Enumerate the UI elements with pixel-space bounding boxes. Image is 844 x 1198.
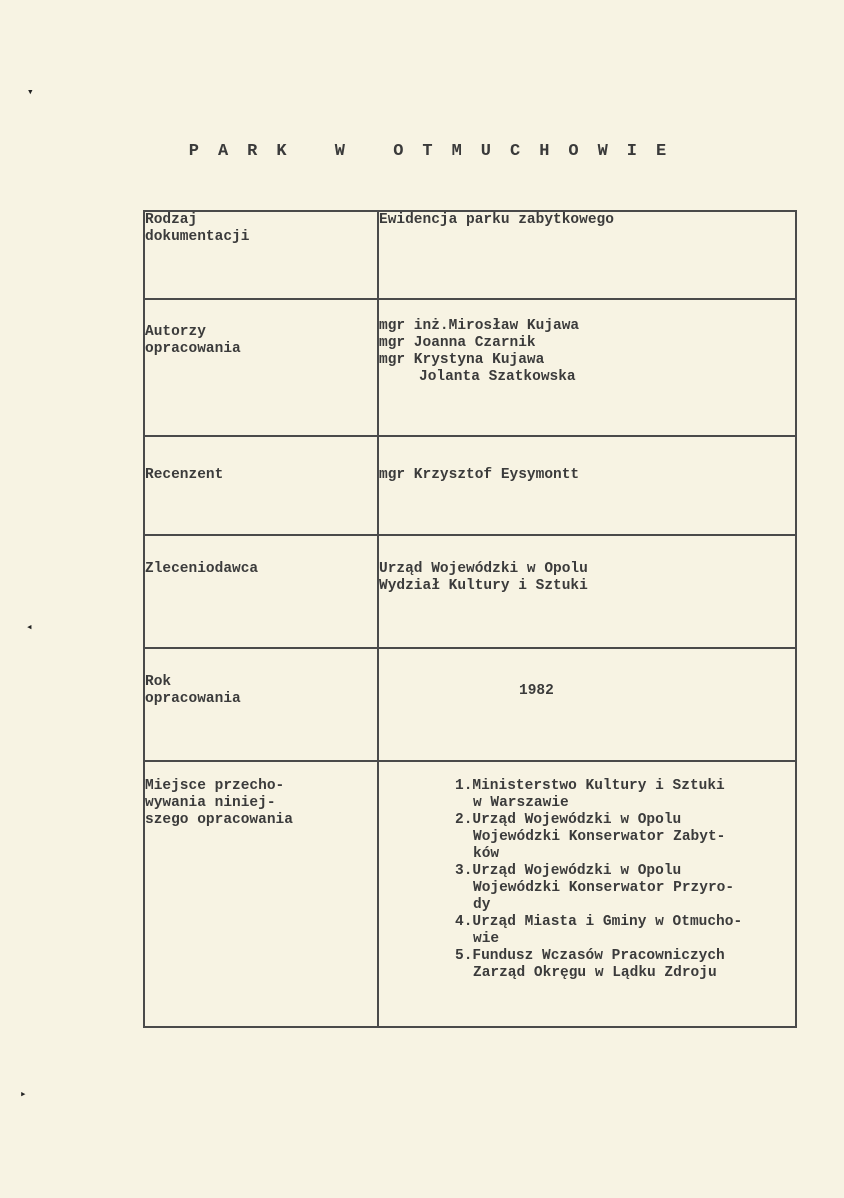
page-title: PARK W OTMUCHOWIE (188, 142, 686, 161)
row-label: Miejsce przecho- wywania niniej- szego opracowania (144, 761, 378, 1027)
margin-mark: ◂ (26, 622, 33, 634)
margin-mark: ▸ (20, 1089, 27, 1101)
list-item: 2.Urząd Wojewódzki w Opolu (455, 812, 682, 828)
row-value: Ewidencja parku zabytkowego (378, 211, 796, 299)
table-row (144, 211, 796, 299)
documentation-table (143, 210, 797, 1028)
row-label: Zleceniodawca (144, 535, 378, 648)
margin-mark: ▾ (27, 87, 34, 99)
list-item: 3.Urząd Wojewódzki w Opolu (455, 863, 682, 879)
list-item: 4.Urząd Miasta i Gminy w Otmucho- (455, 914, 743, 930)
row-label: Rodzaj dokumentacji (144, 211, 378, 299)
list-item: 1.Ministerstwo Kultury i Sztuki (455, 778, 725, 794)
row-label: Autorzy opracowania (144, 299, 378, 436)
row-value: Urząd Wojewódzki w Opolu Wydział Kultury i Sztuki (378, 535, 796, 648)
table-row (144, 299, 796, 436)
row-value: 1.Ministerstwo Kultury i Sztuki w Warszawie 2.Urząd Wojewódzki w Opolu Wojewódzki Konserwator Zabyt- ków 3.Urząd Wojewódzki w Opolu Wojewódzki Konserwator Przyro- dy 4.Urząd Miasta i Gminy w Otmucho- wie 5.Fundusz Wczasów Pracowniczych Zarząd Okręgu w Lądku Zdroju (378, 761, 796, 1027)
table-row (144, 761, 796, 1027)
list-item: 5.Fundusz Wczasów Pracowniczych (455, 948, 725, 964)
row-label: Recenzent (144, 436, 378, 535)
table-row (144, 436, 796, 535)
row-value: mgr Krzysztof Eysymontt (378, 436, 796, 535)
table-row (144, 648, 796, 761)
row-label: Rok opracowania (144, 648, 378, 761)
table-row (144, 535, 796, 648)
row-value: mgr inż.Mirosław Kujawa mgr Joanna Czarnik mgr Krystyna Kujawa Jolanta Szatkowska (378, 299, 796, 436)
row-value: 1982 (378, 648, 796, 761)
